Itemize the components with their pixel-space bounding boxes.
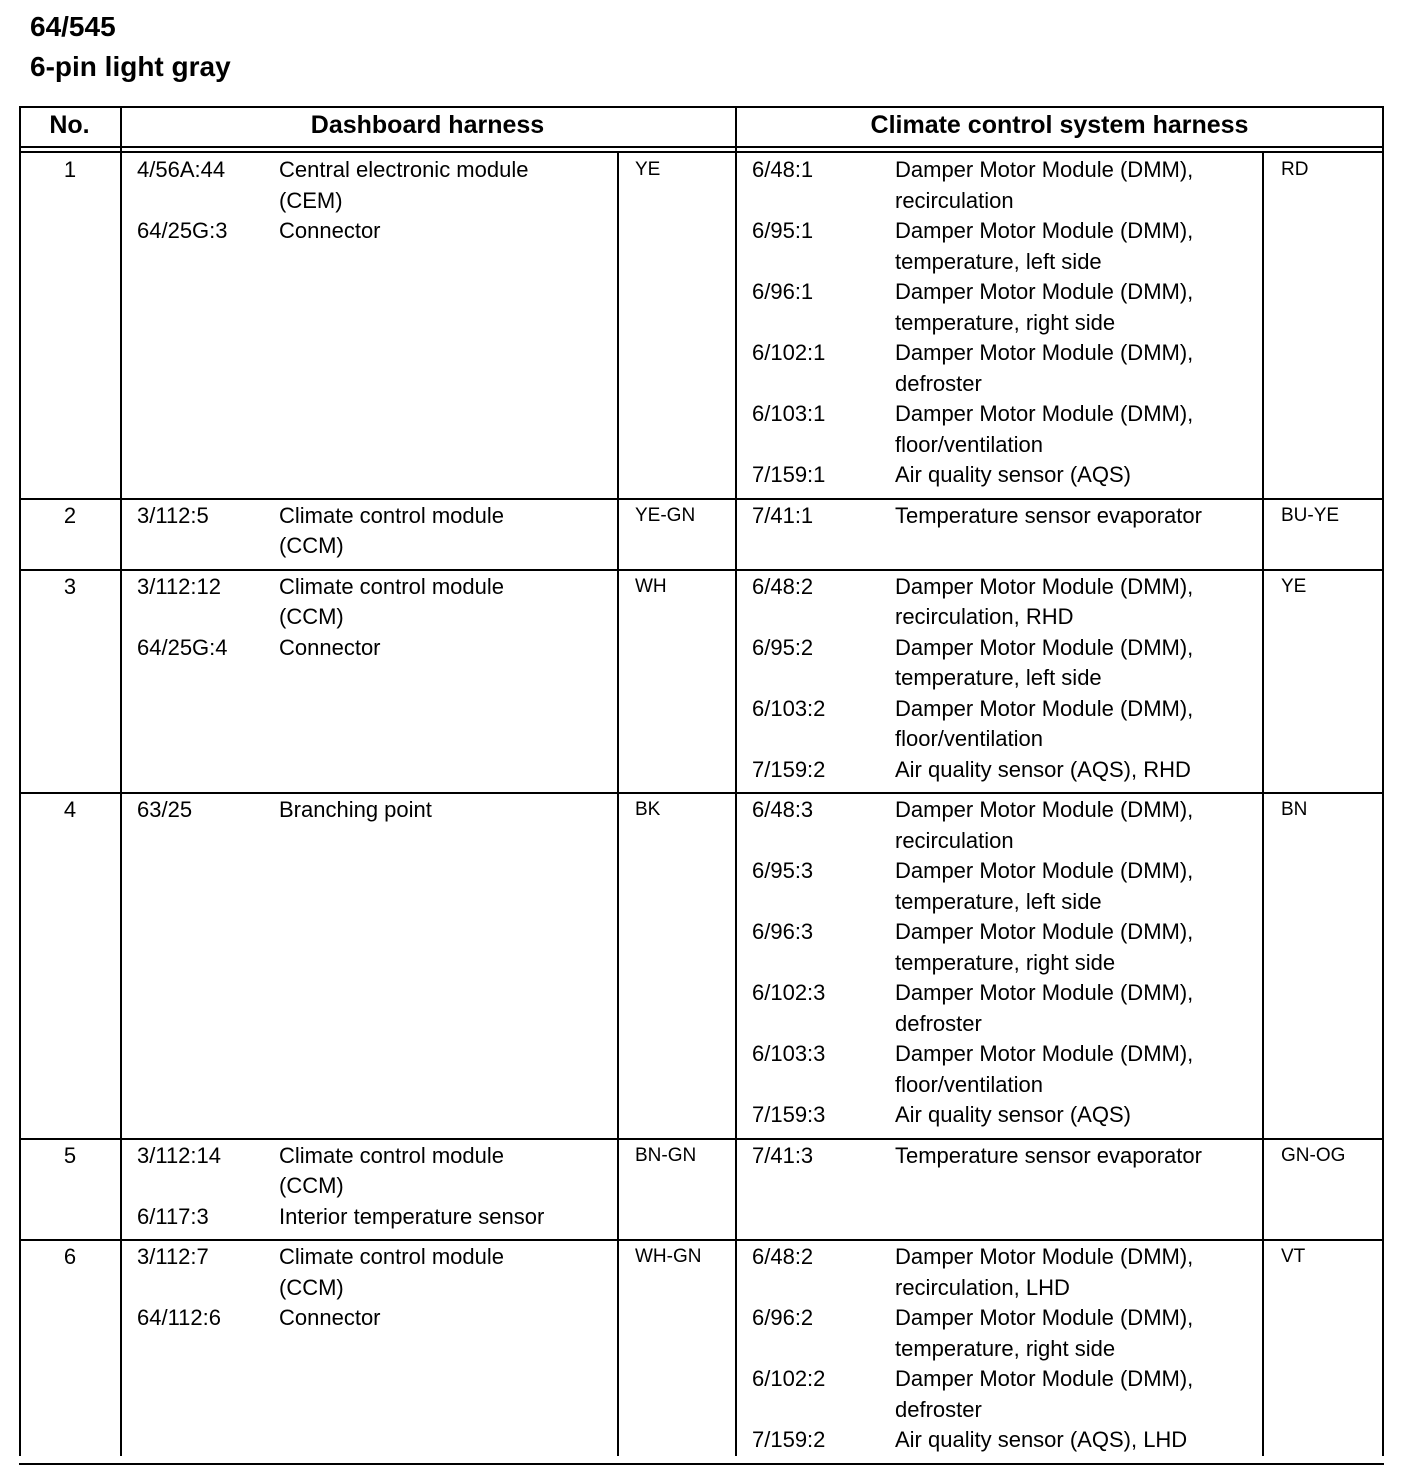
climate-terminal-description: floor/ventilation — [895, 726, 1043, 751]
climate-wire-color: RD — [1281, 159, 1309, 180]
dash-wire-color: WH — [635, 575, 667, 597]
climate-terminal-code: 6/48:1 — [752, 157, 814, 182]
dash-terminal-description: (CCM) — [279, 1173, 344, 1198]
climate-terminal-code: 6/96:3 — [752, 919, 814, 944]
header-rule — [19, 151, 1384, 153]
dash-terminal-description: (CCM) — [279, 604, 344, 629]
row-divider — [19, 569, 1384, 571]
dash-wire-color: YE-GN — [635, 504, 696, 526]
climate-terminal-description: temperature, right side — [895, 309, 1116, 335]
pinout-table — [19, 106, 1384, 1456]
dash-terminal-description: Climate control module — [279, 502, 504, 528]
row-number: 3 — [63, 573, 77, 599]
header-no: No. — [49, 111, 90, 139]
table-border-right — [1382, 106, 1384, 1456]
climate-terminal-description: recirculation — [895, 187, 1014, 213]
climate-terminal-description: Air quality sensor (AQS) — [895, 1102, 1131, 1127]
climate-terminal-code: 6/102:3 — [752, 980, 826, 1005]
row-number: 5 — [63, 1142, 77, 1168]
connector-description: 6-pin light gray — [30, 51, 231, 82]
climate-wire-color: BN — [1281, 799, 1308, 820]
climate-terminal-description: Damper Motor Module (DMM), — [895, 401, 1194, 426]
climate-terminal-description: Air quality sensor (AQS), RHD — [895, 756, 1191, 782]
climate-terminal-description: floor/ventilation — [895, 431, 1043, 457]
dash-terminal-description: Interior temperature sensor — [279, 1203, 545, 1229]
climate-terminal-code: 7/159:2 — [752, 756, 826, 782]
climate-terminal-code: 6/102:1 — [752, 340, 826, 365]
dash-terminal-code: 3/112:5 — [137, 502, 209, 528]
climate-terminal-description: temperature, left side — [895, 888, 1102, 914]
climate-terminal-description: Temperature sensor evaporator — [895, 1142, 1202, 1168]
climate-terminal-description: temperature, left side — [895, 248, 1102, 274]
climate-terminal-description: temperature, right side — [895, 1335, 1116, 1361]
dash-terminal-description: Connector — [279, 218, 381, 243]
climate-wire-color: VT — [1281, 1246, 1306, 1267]
climate-terminal-description: Damper Motor Module (DMM), — [895, 858, 1194, 883]
dash-terminal-code: 64/25G:3 — [137, 218, 228, 243]
header-climate-harness: Climate control system harness — [870, 111, 1249, 139]
dash-terminal-description: (CCM) — [279, 1274, 344, 1300]
row-divider — [19, 1138, 1384, 1140]
climate-terminal-description: defroster — [895, 1010, 982, 1036]
column-divider — [1262, 151, 1264, 1456]
climate-terminal-description: Damper Motor Module (DMM), — [895, 919, 1194, 944]
row-number: 1 — [63, 157, 77, 182]
dash-terminal-description: Climate control module — [279, 1142, 504, 1168]
climate-wire-color: BU-YE — [1281, 504, 1340, 526]
climate-terminal-code: 6/48:2 — [752, 573, 814, 599]
dash-terminal-code: 3/112:14 — [137, 1142, 222, 1168]
dash-wire-color: BN-GN — [635, 1144, 697, 1166]
row-number: 2 — [63, 502, 77, 528]
climate-terminal-description: Damper Motor Module (DMM), — [895, 1244, 1194, 1269]
climate-terminal-code: 7/159:2 — [752, 1427, 826, 1452]
climate-terminal-description: defroster — [895, 1396, 982, 1422]
climate-terminal-description: Damper Motor Module (DMM), — [895, 797, 1194, 822]
climate-terminal-description: Damper Motor Module (DMM), — [895, 634, 1194, 660]
climate-terminal-code: 6/103:1 — [752, 401, 826, 426]
dash-terminal-description: Connector — [279, 1305, 381, 1330]
dash-terminal-description: Climate control module — [279, 573, 504, 599]
climate-terminal-code: 7/41:3 — [752, 1142, 814, 1168]
climate-terminal-description: Damper Motor Module (DMM), — [895, 1366, 1194, 1391]
dash-wire-color: BK — [635, 799, 661, 820]
header-dashboard-harness: Dashboard harness — [310, 111, 545, 139]
row-divider — [19, 1463, 1384, 1465]
climate-terminal-description: recirculation, RHD — [895, 604, 1074, 629]
climate-terminal-description: temperature, right side — [895, 949, 1116, 975]
column-divider — [735, 106, 737, 1456]
row-divider — [19, 1239, 1384, 1241]
climate-terminal-code: 6/95:1 — [752, 218, 814, 243]
climate-terminal-code: 6/96:2 — [752, 1305, 814, 1330]
climate-terminal-description: Damper Motor Module (DMM), — [895, 1041, 1194, 1066]
climate-terminal-description: recirculation, LHD — [895, 1274, 1070, 1300]
climate-terminal-description: defroster — [895, 370, 982, 396]
climate-terminal-code: 7/159:3 — [752, 1102, 826, 1127]
climate-terminal-description: Temperature sensor evaporator — [895, 502, 1202, 528]
climate-terminal-code: 6/48:2 — [752, 1244, 814, 1269]
dash-terminal-code: 64/112:6 — [137, 1305, 222, 1330]
climate-terminal-description: Damper Motor Module (DMM), — [895, 695, 1194, 721]
climate-terminal-description: Air quality sensor (AQS), LHD — [895, 1427, 1188, 1452]
dash-terminal-code: 63/25 — [137, 797, 193, 822]
climate-terminal-description: Air quality sensor (AQS) — [895, 462, 1131, 487]
dash-terminal-description: Climate control module — [279, 1244, 504, 1269]
dash-terminal-code: 3/112:12 — [137, 573, 222, 599]
climate-terminal-description: temperature, left side — [895, 665, 1102, 690]
row-number: 6 — [63, 1244, 77, 1269]
climate-terminal-description: Damper Motor Module (DMM), — [895, 573, 1194, 599]
dash-terminal-code: 6/117:3 — [137, 1203, 209, 1229]
connector-number: 64/545 — [30, 11, 116, 42]
column-divider — [120, 106, 122, 1456]
column-divider — [617, 151, 619, 1456]
climate-terminal-description: Damper Motor Module (DMM), — [895, 340, 1194, 365]
header-rule — [19, 146, 1384, 148]
row-divider — [19, 498, 1384, 500]
climate-terminal-description: Damper Motor Module (DMM), — [895, 157, 1194, 182]
climate-wire-color: GN-OG — [1281, 1144, 1346, 1166]
dash-terminal-description: (CCM) — [279, 533, 344, 558]
climate-terminal-code: 7/41:1 — [752, 502, 814, 528]
climate-terminal-code: 6/95:3 — [752, 858, 814, 883]
dash-wire-color: YE — [635, 159, 661, 180]
climate-terminal-code: 6/95:2 — [752, 634, 814, 660]
dash-terminal-description: Branching point — [279, 797, 432, 822]
climate-terminal-code: 6/102:2 — [752, 1366, 826, 1391]
dash-terminal-description: Connector — [279, 634, 381, 660]
climate-terminal-description: Damper Motor Module (DMM), — [895, 980, 1194, 1005]
climate-terminal-description: Damper Motor Module (DMM), — [895, 218, 1194, 243]
dash-terminal-code: 3/112:7 — [137, 1244, 209, 1269]
climate-terminal-description: floor/ventilation — [895, 1071, 1043, 1097]
row-divider — [19, 792, 1384, 794]
row-number: 4 — [63, 797, 77, 822]
climate-terminal-description: Damper Motor Module (DMM), — [895, 279, 1194, 304]
dash-wire-color: WH-GN — [635, 1246, 702, 1267]
climate-terminal-code: 6/96:1 — [752, 279, 814, 304]
climate-terminal-description: recirculation — [895, 827, 1014, 853]
dash-terminal-description: (CEM) — [279, 187, 343, 213]
climate-terminal-code: 7/159:1 — [752, 462, 826, 487]
climate-terminal-code: 6/48:3 — [752, 797, 814, 822]
dash-terminal-code: 4/56A:44 — [137, 157, 226, 182]
dash-terminal-code: 64/25G:4 — [137, 634, 228, 660]
climate-wire-color: YE — [1281, 575, 1307, 597]
climate-terminal-code: 6/103:2 — [752, 695, 826, 721]
climate-terminal-code: 6/103:3 — [752, 1041, 826, 1066]
dash-terminal-description: Central electronic module — [279, 157, 529, 182]
climate-terminal-description: Damper Motor Module (DMM), — [895, 1305, 1194, 1330]
